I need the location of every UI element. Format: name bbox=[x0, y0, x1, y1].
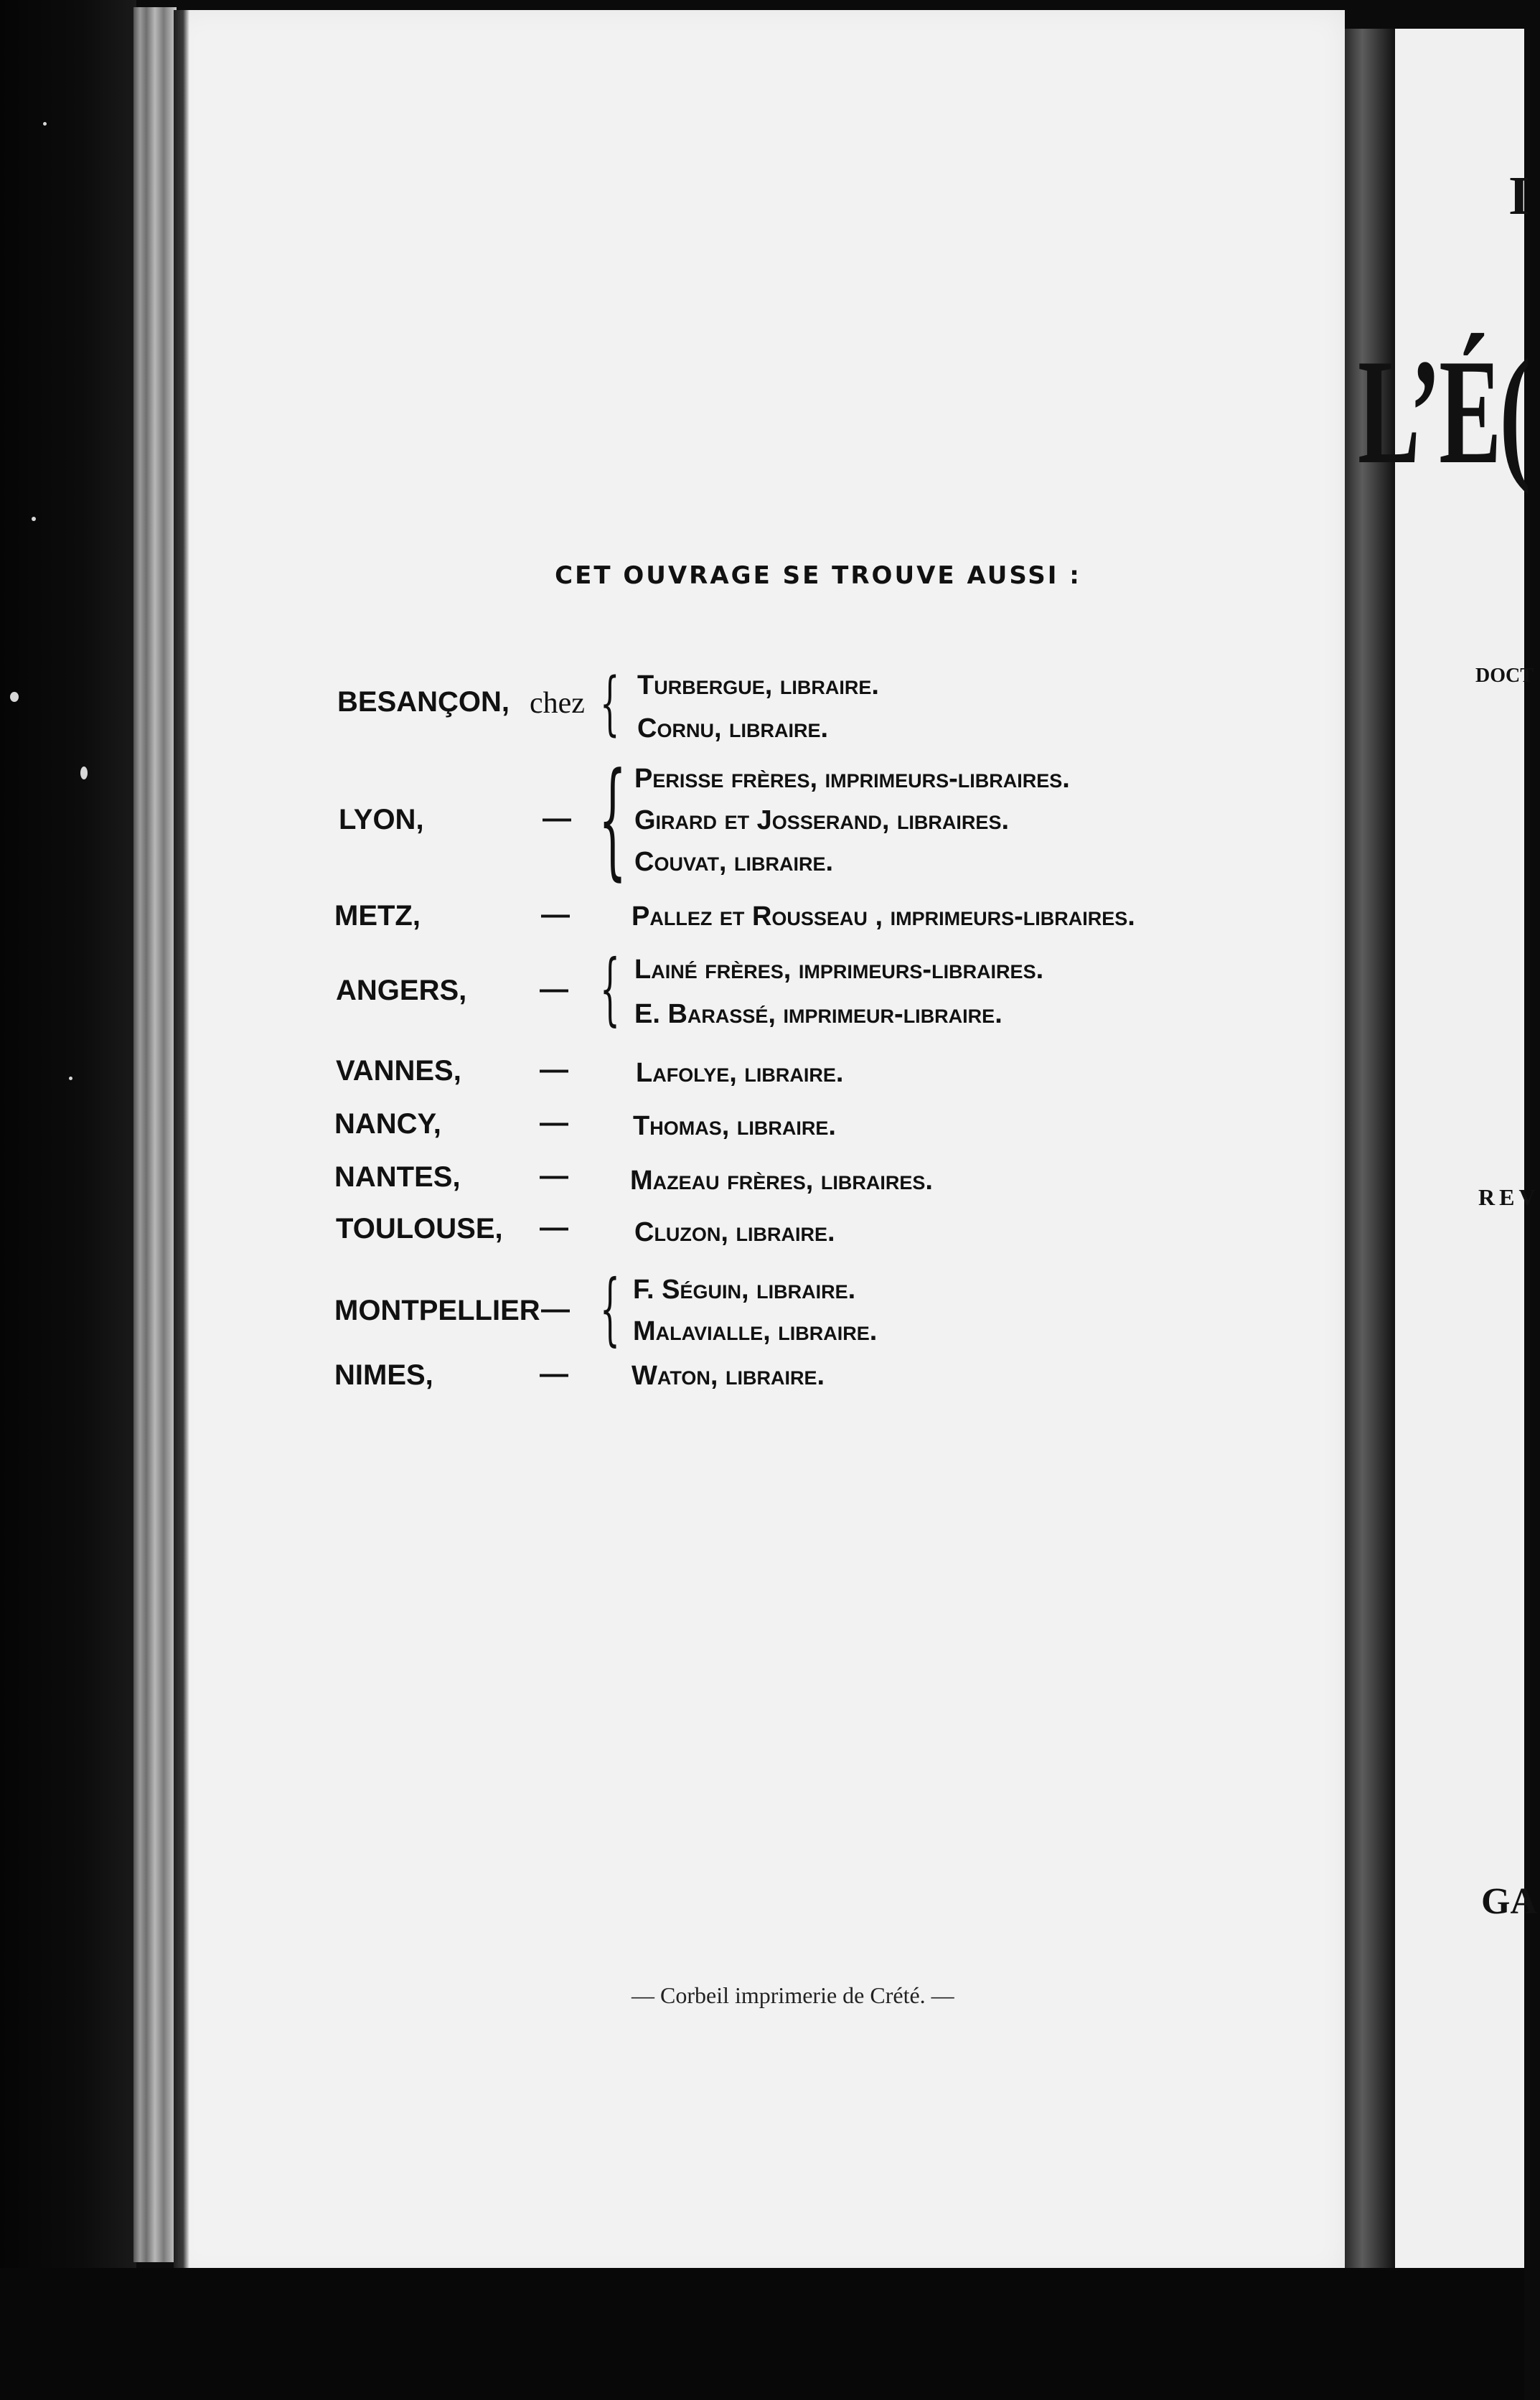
page-heading: CET OUVRAGE SE TROUVE AUSSI : bbox=[555, 561, 1081, 590]
city-montpellier: MONTPELLIER bbox=[334, 1295, 540, 1326]
city-nancy: NANCY, bbox=[334, 1108, 441, 1140]
publisher-perisse: Perisse frères, imprimeurs-libraires. bbox=[634, 764, 1070, 794]
separator-dash: — bbox=[540, 1211, 568, 1243]
right-page-doct: DOCT bbox=[1475, 665, 1534, 687]
brace-lyon: { bbox=[598, 746, 627, 893]
city-toulouse: TOULOUSE, bbox=[336, 1213, 503, 1244]
city-vannes: VANNES, bbox=[336, 1055, 461, 1087]
separator-dash: — bbox=[543, 802, 571, 834]
separator-dash: — bbox=[540, 1358, 568, 1389]
city-lyon: LYON, bbox=[339, 804, 424, 835]
publisher-laine: Lainé frères, imprimeurs-libraires. bbox=[634, 955, 1044, 985]
separator-dash: — bbox=[540, 1054, 568, 1085]
publisher-lafolye: Lafolye, libraire. bbox=[636, 1058, 844, 1088]
printer-footer: — Corbeil imprimerie de Crété. — bbox=[632, 1982, 954, 2008]
publisher-waton: Waton, libraire. bbox=[632, 1361, 825, 1391]
separator-dash: — bbox=[540, 973, 568, 1005]
city-metz: METZ, bbox=[334, 900, 421, 932]
separator-dash: — bbox=[541, 1293, 570, 1325]
publisher-pallez: Pallez et Rousseau , imprimeurs-libraires. bbox=[632, 901, 1135, 932]
separator-dash: — bbox=[540, 1160, 568, 1191]
separator-dash: — bbox=[541, 899, 570, 930]
separator-chez: chez bbox=[530, 687, 585, 720]
page-stack-edge bbox=[133, 7, 177, 2262]
left-page bbox=[174, 10, 1345, 2277]
scan-margin-bottom bbox=[0, 2268, 1524, 2400]
publisher-seguin: F. Séguin, libraire. bbox=[633, 1275, 856, 1305]
brace-besancon: { bbox=[600, 663, 620, 744]
scan-margin-left bbox=[0, 0, 136, 2400]
publisher-malavialle: Malavialle, libraire. bbox=[633, 1316, 878, 1346]
brace-angers: { bbox=[600, 942, 620, 1034]
publisher-cornu: Cornu, libraire. bbox=[637, 713, 829, 744]
publisher-thomas: Thomas, libraire. bbox=[633, 1111, 836, 1141]
right-page bbox=[1358, 29, 1540, 2289]
city-besancon: BESANÇON, bbox=[337, 686, 510, 718]
city-nimes: NIMES, bbox=[334, 1359, 433, 1391]
right-page-ga: GA bbox=[1481, 1881, 1537, 1922]
publisher-girard: Girard et Josserand, libraires. bbox=[634, 805, 1010, 835]
publisher-turbergue: Turbergue, libraire. bbox=[637, 670, 879, 700]
separator-dash: — bbox=[540, 1107, 568, 1138]
publisher-couvat: Couvat, libraire. bbox=[634, 847, 834, 877]
publisher-barasse: E. Barassé, imprimeur-libraire. bbox=[634, 999, 1003, 1029]
right-page-rev: REV bbox=[1478, 1184, 1540, 1210]
city-nantes: NANTES, bbox=[334, 1161, 461, 1193]
brace-montpellier: { bbox=[600, 1262, 620, 1354]
right-page-title-fragment: L’É( bbox=[1358, 329, 1529, 495]
right-page-top-letter: I bbox=[1508, 166, 1530, 226]
publisher-mazeau: Mazeau frères, libraires. bbox=[630, 1166, 933, 1196]
publisher-cluzon: Cluzon, libraire. bbox=[634, 1217, 835, 1247]
city-angers: ANGERS, bbox=[336, 975, 467, 1006]
